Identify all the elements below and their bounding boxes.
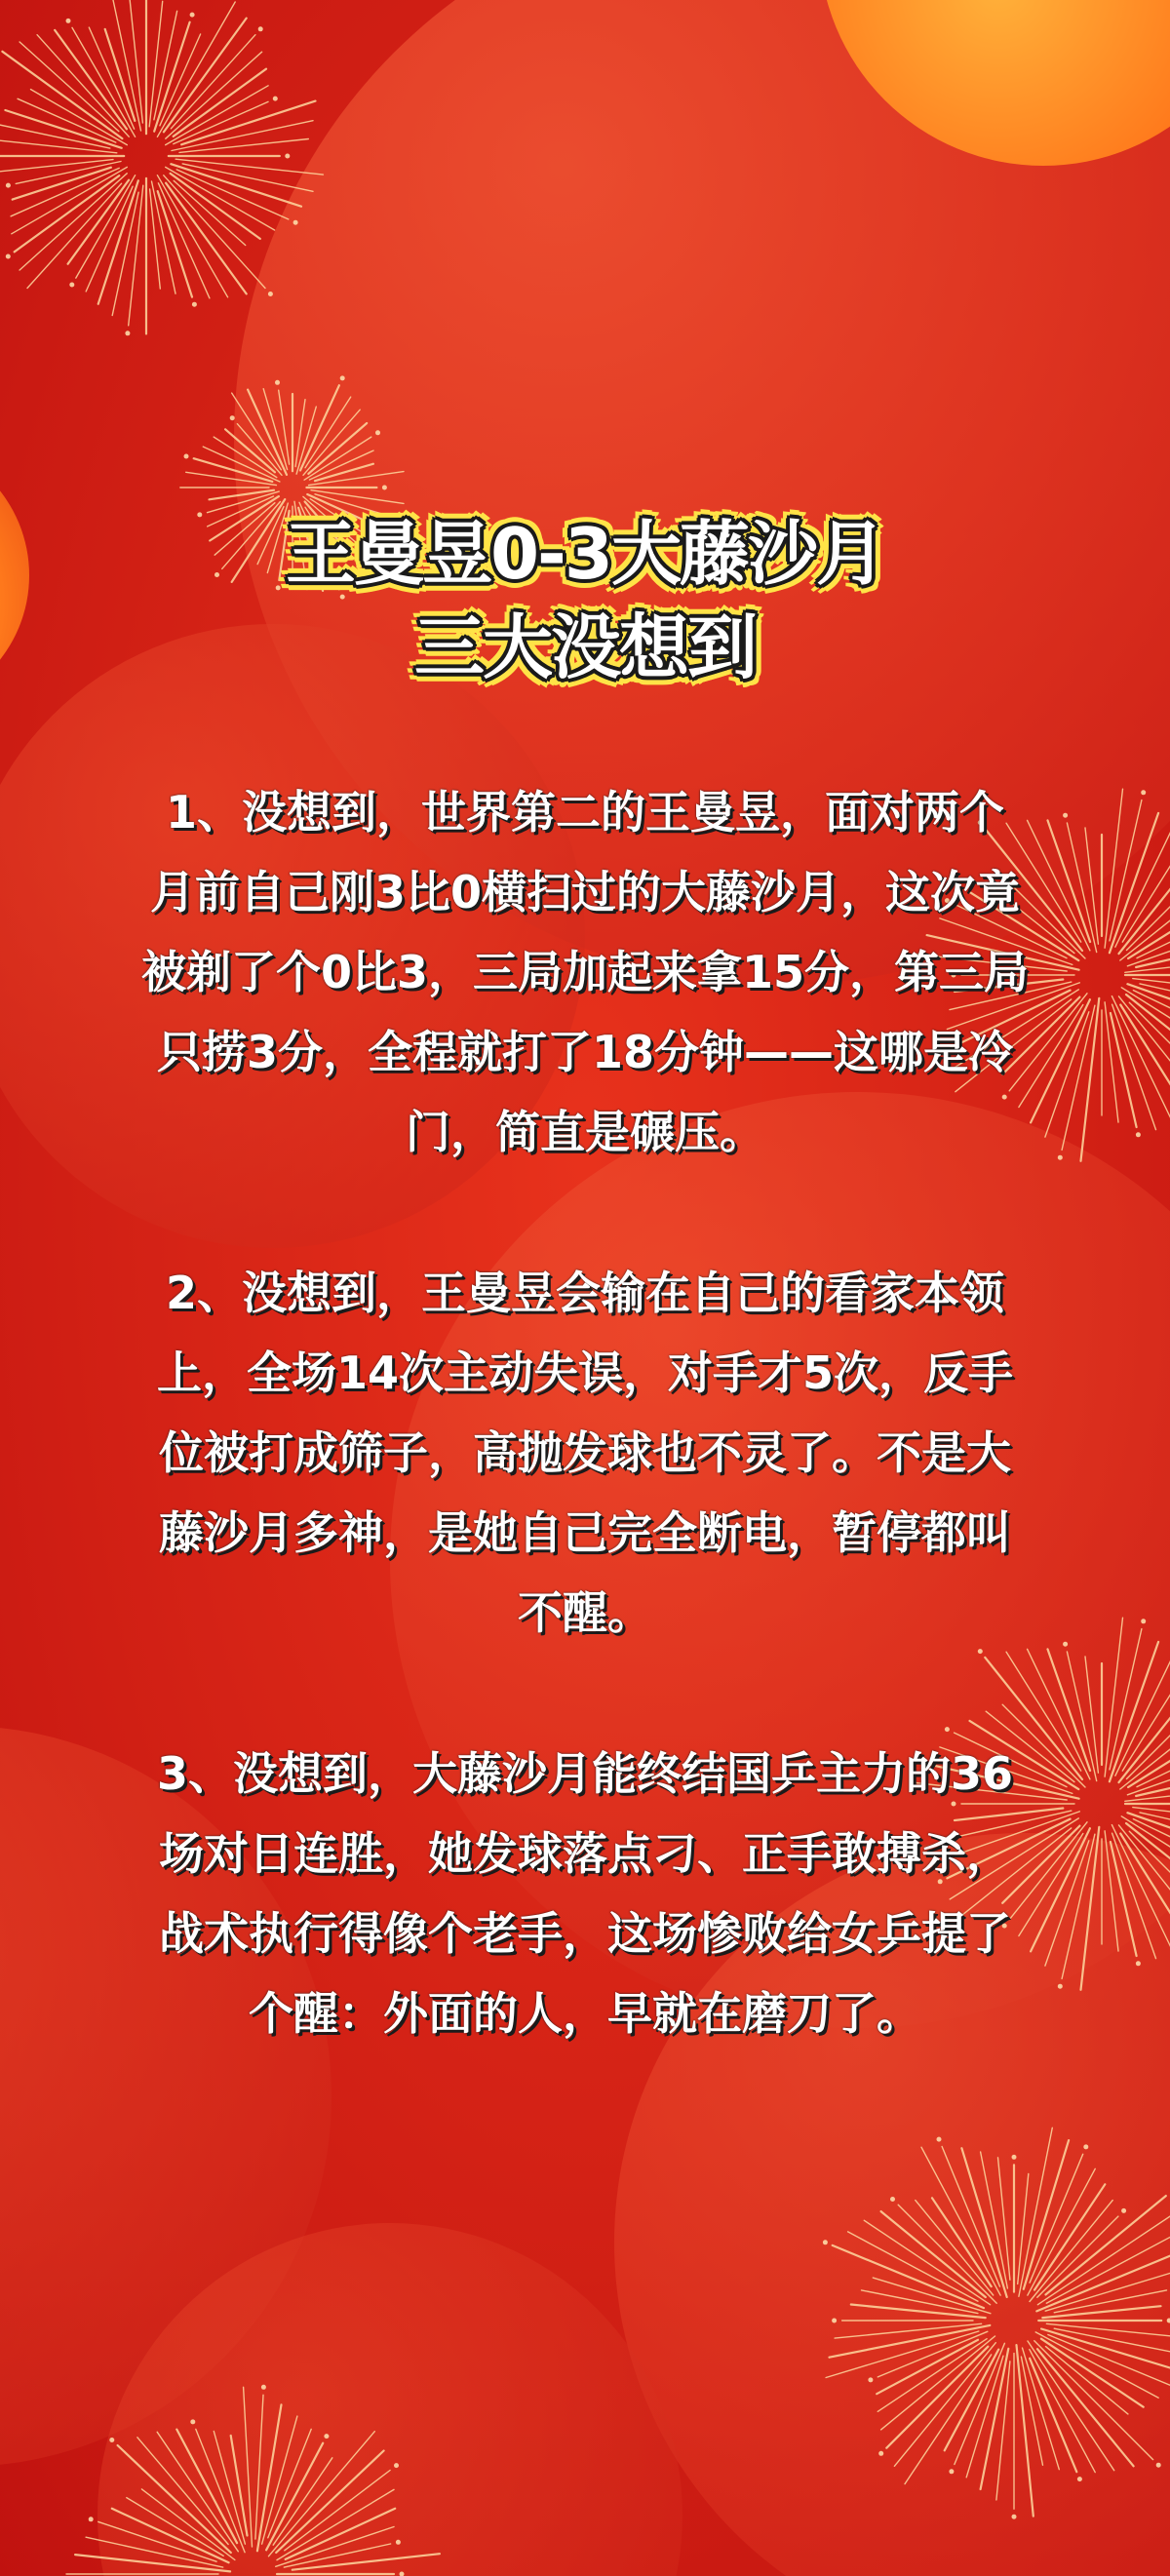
paragraph-line: 门，简直是碾压。: [406, 1106, 764, 1158]
paragraph-line: 藤沙月多神，是她自己完全断电，暂停都叫: [159, 1506, 1011, 1559]
paragraph-line: 被剃了个0比3，三局加起来拿15分，第三局: [140, 946, 1030, 998]
paragraph-line: 1、没想到，世界第二的王曼昱，面对两个: [165, 786, 1004, 839]
paragraph-line: 位被打成筛子，高抛发球也不灵了。不是大: [159, 1426, 1011, 1479]
paragraph-line: 只捞3分，全程就打了18分钟——这哪是冷: [156, 1026, 1014, 1078]
paragraph-line: 个醒：外面的人，早就在磨刀了。: [249, 1987, 921, 2040]
paragraph-3: [88, 1734, 1082, 2053]
title-line-1: 王曼昱0-3大藤沙月: [285, 513, 885, 595]
paragraph-line: 月前自己刚3比0横扫过的大藤沙月，这次竟: [149, 866, 1020, 918]
paragraph-line: 战术执行得像个老手，这场惨败给女乒提了: [159, 1907, 1011, 1960]
title-block: [0, 507, 1170, 694]
paragraph-line: 不醒。: [518, 1586, 652, 1639]
title-line-2: 三大没想到: [413, 606, 756, 688]
paragraph-line: 2、没想到，王曼昱会输在自己的看家本领: [165, 1267, 1004, 1319]
paragraph-line: 3、没想到，大藤沙月能终结国乒主力的36: [156, 1747, 1014, 1800]
paragraph-1: [88, 772, 1082, 1172]
paragraph-line: 场对日连胜，她发球落点刁、正手敢搏杀，: [159, 1827, 1011, 1880]
paragraph-2: [88, 1253, 1082, 1653]
paragraph-line: 上，全场14次主动失误，对手才5次，反手: [156, 1347, 1014, 1399]
